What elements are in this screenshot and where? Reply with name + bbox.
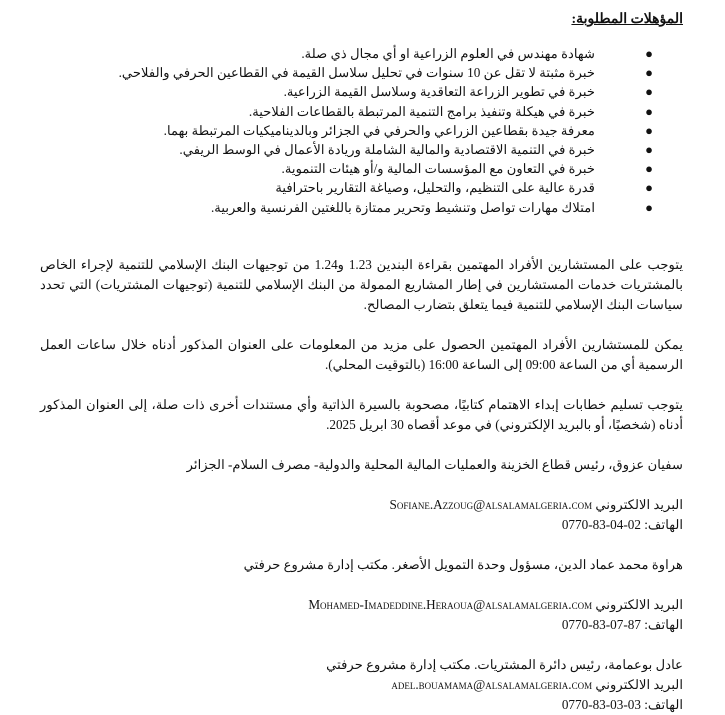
qualification-text: خبرة في تطوير الزراعة التعاقدية وسلاسل القيمة الزراعية. [283, 84, 595, 100]
qualification-text: خبرة في هيكلة وتنفيذ برامج التنمية المرتبطة بالقطاعات الفلاحية. [248, 103, 595, 119]
email-label: البريد الالكتروني [595, 676, 683, 692]
bullet-icon: ● [645, 103, 653, 119]
contact-name: عادل بوعمامة، رئيس دائرة المشتريات. مكتب إدارة مشروع حرفتي [326, 656, 683, 672]
contact-block-1 [40, 455, 683, 535]
contact-phone-line [40, 695, 683, 715]
bullet-icon: ● [645, 84, 653, 100]
qualification-text: امتلاك مهارات تواصل وتنشيط وتحرير ممتازة باللغتين الفرنسية والعربية. [210, 199, 595, 215]
phone-label: الهاتف: [644, 516, 683, 532]
email-link[interactable]: Sofiane.Azzoug@alsalamalgeria.com [389, 496, 593, 512]
phone-number: 0770-83-07-87 [561, 616, 641, 632]
list-item [40, 102, 683, 121]
list-item [40, 178, 683, 197]
phone-label: الهاتف: [644, 696, 683, 712]
list-item [40, 198, 683, 217]
qualification-text: قدرة عالية على التنظيم، والتحليل، وصياغة التقارير باحترافية [275, 180, 595, 196]
contact-email-line [40, 495, 683, 515]
bullet-icon: ● [645, 199, 653, 215]
submission-paragraph: يتوجب تسليم خطابات إبداء الاهتمام كتابيًا، مصحوبة بالسيرة الذاتية وأي مستندات أخرى ذات صلة، إلى العنوان المذكور أدناه (شخصيًا، أو بالبريد الإلكتروني) في موعد أقصاه 30 ابريل 2025. [40, 396, 683, 432]
bullet-icon: ● [645, 46, 653, 61]
email-link[interactable]: adel.bouamama@alsalamalgeria.com [391, 676, 593, 692]
bullet-icon: ● [645, 141, 653, 157]
contact-phone-line [40, 515, 683, 535]
contact-name: سفيان عزوق، رئيس قطاع الخزينة والعمليات المالية المحلية والدولية- مصرف السلام- الجزائر [186, 456, 683, 472]
list-item [40, 44, 683, 63]
phone-number: 0770-83-04-02 [561, 516, 641, 532]
list-item [40, 140, 683, 159]
phone-number: 0770-83-03-03 [561, 696, 641, 712]
bullet-icon: ● [645, 180, 653, 196]
bullet-icon: ● [645, 161, 653, 177]
guidelines-paragraph: يتوجب على المستشارين الأفراد المهتمين بقراءة البندين 1.23 و1.24 من توجيهات البنك الإسلامي للتنمية لإجراء الخاص بالمشتريات خدمات المستشارين في إطار المشاريع الممولة من البنك الإسلامي للتنمية (توجيهات المشتريات) التي تحدد سياسات البنك الإسلامي للتنمية فيما يتعلق بتضارب المصالح. [40, 256, 684, 312]
list-item [40, 159, 683, 178]
qualifications-list [40, 44, 683, 217]
contact-name: هراوة محمد عماد الدين، مسؤول وحدة التمويل الأصغر. مكتب إدارة مشروع حرفتي [243, 556, 683, 572]
qualifications-heading: المؤهلات المطلوبة: [571, 12, 683, 27]
phone-label: الهاتف: [644, 616, 683, 632]
qualification-text: خبرة في التنمية الاقتصادية والمالية الشاملة وريادة الأعمال في الوسط الريفي. [179, 141, 595, 157]
list-item [40, 63, 683, 82]
contact-block-2 [40, 555, 683, 635]
bullet-icon: ● [645, 65, 653, 81]
email-label: البريد الالكتروني [595, 596, 683, 612]
info-paragraph: يمكن للمستشارين الأفراد المهتمين الحصول على مزيد من المعلومات على العنوان المذكور أدناه خلال ساعات العمل الرسمية أي من الساعة 09:00 إلى الساعة 16:00 (بالتوقيت المحلي). [40, 336, 683, 372]
contact-email-line [40, 595, 683, 615]
email-label: البريد الالكتروني [595, 496, 683, 512]
qualification-text: خبرة مثبتة لا تقل عن 10 سنوات في تحليل سلاسل القيمة في القطاعين الحرفي والفلاحي. [118, 65, 595, 81]
email-link[interactable]: Mohamed-Imadeddine.Heraoua@alsalamalgeria.com [308, 596, 593, 612]
qualification-text: شهادة مهندس في العلوم الزراعية او أي مجال ذي صلة. [301, 46, 595, 61]
bullet-icon: ● [645, 122, 653, 138]
list-item [40, 82, 683, 101]
qualification-text: معرفة جيدة بقطاعين الزراعي والحرفي في الجزائر وبالديناميكيات المرتبطة بهما. [163, 122, 595, 138]
contact-phone-line [40, 615, 683, 635]
qualification-text: خبرة في التعاون مع المؤسسات المالية و/أو هيئات التنموية. [281, 161, 595, 177]
list-item [40, 121, 683, 140]
contact-email-line [40, 675, 683, 695]
